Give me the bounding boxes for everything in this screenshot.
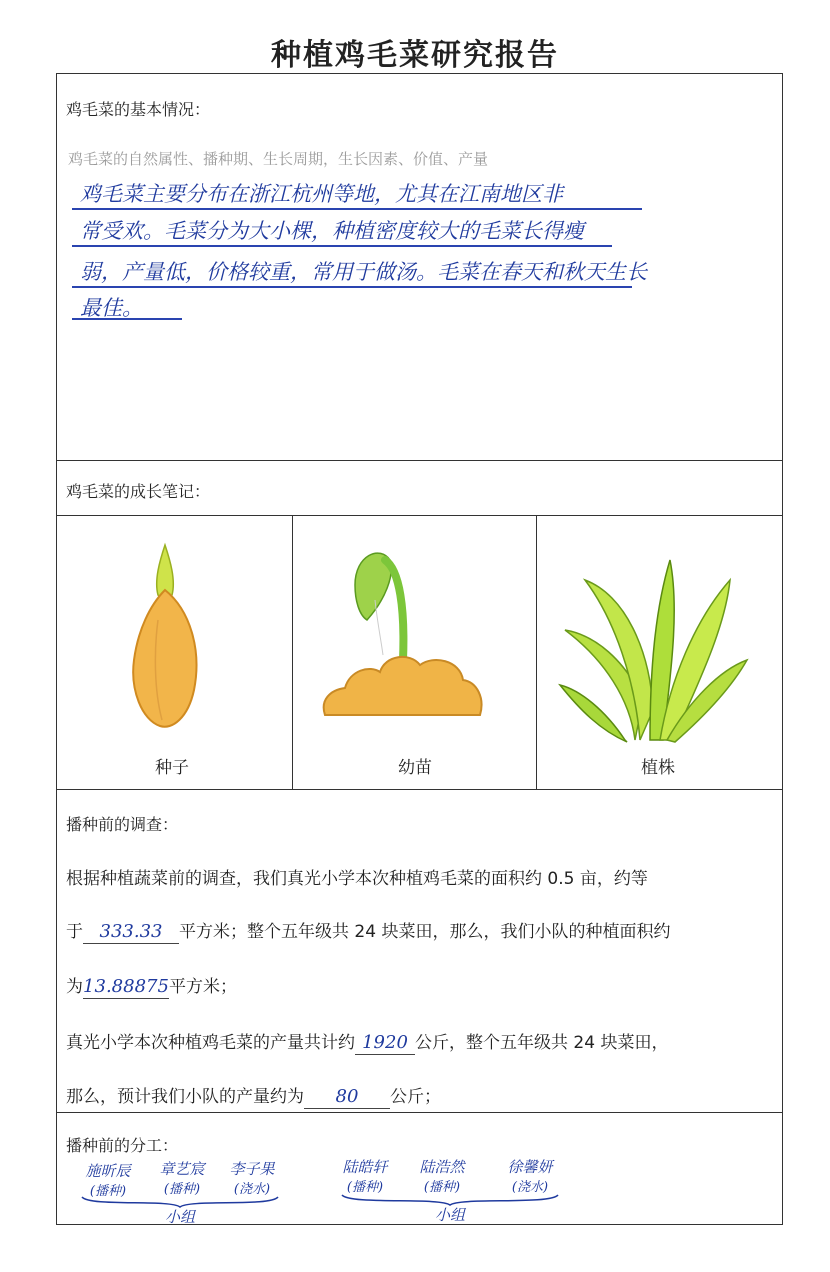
underline-2: [72, 245, 612, 247]
team-area-blank[interactable]: 13.88875: [83, 976, 169, 997]
stage-seedling-label: 幼苗: [398, 758, 432, 778]
basic-line-1: 鸡毛菜主要分布在浙江杭州等地，尤其在江南地区非: [80, 182, 563, 206]
seedling-drawing: [315, 540, 495, 730]
basic-heading: 鸡毛菜的基本情况：: [66, 100, 211, 119]
divider-basic: [56, 460, 783, 461]
survey-1b-prefix: 于: [66, 922, 83, 942]
survey-paragraph-2b: [66, 1082, 441, 1109]
group1-member-3-role: (浇水): [233, 1182, 271, 1197]
survey-paragraph-2a: [66, 1028, 668, 1055]
basic-line-4: 最佳。: [80, 296, 143, 320]
team-yield-blank[interactable]: 80: [304, 1086, 390, 1109]
page-title: 种植鸡毛菜研究报告: [271, 38, 559, 73]
divider-growth: [56, 789, 783, 790]
survey-paragraph-1b: [66, 917, 670, 944]
group2-member-3-name: 徐馨妍: [507, 1158, 553, 1176]
survey-paragraph-1a: 根据种植蔬菜前的调查，我们真光小学本次种植鸡毛菜的面积约 0.5 亩，约等: [66, 869, 648, 889]
survey-2a-prefix: 真光小学本次种植鸡毛菜的产量共计约: [66, 1033, 355, 1053]
group2-member-3-role: (浇水): [511, 1180, 549, 1195]
survey-heading: 播种前的调查：: [66, 815, 179, 834]
plant-drawing: [555, 550, 755, 745]
divider-col-1: [292, 515, 293, 789]
group1-label: 小组: [164, 1208, 195, 1226]
growth-heading: 鸡毛菜的成长笔记：: [66, 482, 211, 501]
group2-label: 小组: [434, 1206, 465, 1224]
survey-1b-suffix: 平方米；整个五年级共 24 块菜田，那么，我们小队的种植面积约: [179, 922, 671, 942]
group2-member-1-name: 陆皓轩: [342, 1158, 388, 1176]
survey-1c-suffix: 平方米；: [169, 977, 237, 997]
survey-paragraph-1c: [66, 972, 237, 999]
group1-member-1-name: 施昕辰: [85, 1162, 131, 1180]
seed-drawing: [110, 540, 230, 740]
group1-member-2-role: (播种): [163, 1182, 201, 1197]
group1-member-1-role: (播种): [89, 1184, 127, 1199]
survey-2b-prefix: 那么，预计我们小队的产量约为: [66, 1087, 304, 1107]
group2-member-2-name: 陆浩然: [419, 1158, 465, 1176]
survey-1c-prefix: 为: [66, 977, 83, 997]
group2-member-2-role: (播种): [423, 1180, 461, 1195]
divider-survey: [56, 1112, 783, 1113]
group2-member-1-role: (播种): [346, 1180, 384, 1195]
stage-seed-label: 种子: [155, 758, 189, 778]
underline-1: [72, 208, 642, 210]
division-heading: 播种前的分工：: [66, 1136, 179, 1155]
group1-member-3-name: 李子果: [229, 1160, 275, 1178]
underline-3: [72, 286, 632, 288]
stage-plant-label: 植株: [641, 758, 675, 778]
divider-col-2: [536, 515, 537, 789]
survey-2a-suffix: 公斤，整个五年级共 24 块菜田，: [415, 1033, 669, 1053]
basic-hint: 鸡毛菜的自然属性、播种期、生长周期，生长因素、价值、产量: [68, 150, 489, 168]
area-value-blank[interactable]: 333.33: [83, 921, 179, 944]
underline-4: [72, 318, 182, 320]
group1-member-2-name: 章艺宸: [159, 1160, 205, 1178]
basic-line-2: 常受欢。毛菜分为大小棵，种植密度较大的毛菜长得瘦: [80, 219, 584, 243]
basic-line-3: 弱，产量低，价格较重，常用于做汤。毛菜在春天和秋天生长: [80, 260, 647, 284]
total-yield-blank[interactable]: 1920: [355, 1032, 415, 1055]
divider-growth-heading: [56, 515, 783, 516]
survey-2b-suffix: 公斤；: [390, 1087, 441, 1107]
